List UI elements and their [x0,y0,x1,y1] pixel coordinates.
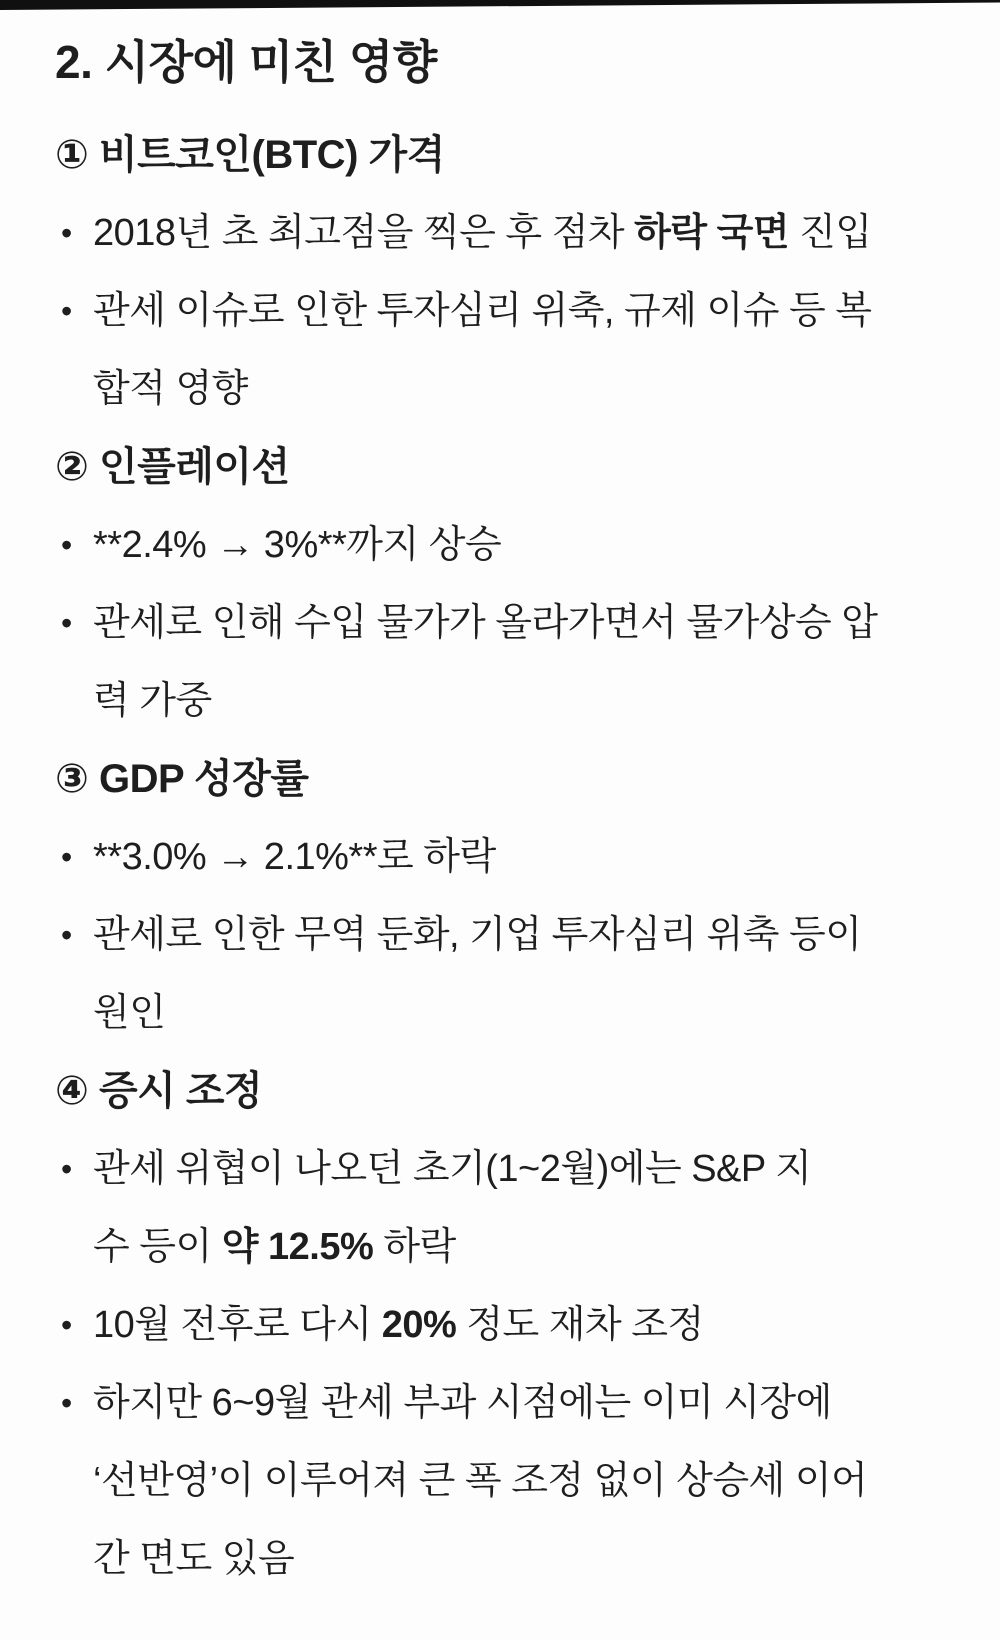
text-segment: ② 인플레이션 [55,445,290,489]
text-segment: 10월 전후로 다시 [93,1304,382,1346]
bullet-marker: • [61,527,72,563]
text-segment: 간 면도 있음 [93,1538,295,1580]
text-segment: 약 12.5% [221,1226,374,1268]
section-heading [55,740,950,818]
text-segment: ③ GDP 성장률 [55,757,309,801]
text-line [55,428,950,506]
text-line [55,1130,950,1208]
bullet-item [55,506,950,584]
text-segment: 관세 위협이 나오던 초기(1~2월)에는 S&P 지 [93,1148,812,1190]
text-segment: 관세로 인해 수입 물가가 올라가면서 물가상승 압 [93,602,878,644]
text-line [55,506,950,584]
bullet-marker: • [61,1151,72,1187]
bullet-item [55,584,950,740]
text-line [55,974,950,1052]
text-line [55,1520,950,1598]
text-line [55,1442,950,1520]
section-heading [55,428,950,506]
text-segment: 2018년 초 최고점을 찍은 후 점차 [93,212,635,254]
bullet-marker: • [61,917,72,953]
text-line [55,1052,950,1130]
text-segment: 하지만 6~9월 관세 부과 시점에는 이미 시장에 [93,1382,832,1424]
text-line [55,272,950,350]
bullet-marker: • [61,215,72,251]
text-segment: 관세로 인한 무역 둔화, 기업 투자심리 위축 등이 [93,914,862,956]
bullet-item [55,1130,950,1286]
text-line [55,1208,950,1286]
bullet-item [55,896,950,1052]
bullet-marker: • [61,1307,72,1343]
text-line [55,818,950,896]
text-segment: ‘선반영’이 이루어져 큰 폭 조정 없이 상승세 이어 [93,1460,868,1502]
text-segment: 원인 [93,992,166,1034]
document-body [0,10,1000,1598]
text-segment: 수 등이 [93,1226,222,1268]
text-segment: 력 가중 [93,680,212,722]
text-line [55,1364,950,1442]
bullet-marker: • [61,1385,72,1421]
bullet-item [55,194,950,272]
text-segment: 하락 [373,1226,456,1268]
text-segment: 20% [381,1304,457,1346]
text-segment: 진입 [789,212,872,254]
text-line [55,662,950,740]
document-title: 2. 시장에 미친 영향 [55,36,437,88]
bullet-item [55,1364,950,1598]
text-segment: 관세 이슈로 인한 투자심리 위축, 규제 이슈 등 복 [93,290,872,332]
text-segment: **2.4% → 3%**까지 상승 [93,524,502,566]
text-segment: ④ 증시 조정 [55,1069,263,1113]
document-blocks [55,116,950,1598]
bullet-item [55,272,950,428]
text-segment: 하락 국면 [634,212,790,254]
text-line [55,740,950,818]
text-segment: 정도 재차 조정 [456,1304,704,1346]
bullet-item [55,818,950,896]
text-line [55,116,950,194]
bullet-marker: • [61,839,72,875]
bullet-item [55,1286,950,1364]
section-heading [55,1052,950,1130]
text-segment: ① 비트코인(BTC) 가격 [55,133,445,177]
section-heading [55,116,950,194]
text-line [55,584,950,662]
bullet-marker: • [61,293,72,329]
text-line [55,1286,950,1364]
text-line [55,194,950,272]
text-segment: 합적 영향 [93,368,248,410]
text-line [55,896,950,974]
top-edge-bar [0,0,1000,10]
text-segment: **3.0% → 2.1%**로 하락 [93,836,496,878]
bullet-marker: • [61,605,72,641]
text-line [55,350,950,428]
